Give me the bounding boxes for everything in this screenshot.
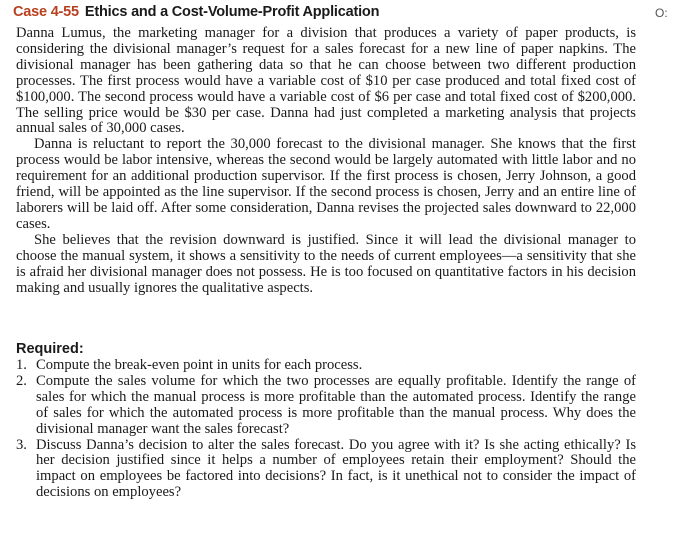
required-item (16, 438, 636, 502)
page-edge-mark: O: (655, 6, 668, 20)
required-item-text: Compute the sales volume for which the two processes are equally profitable. Identify the range of sales for which the manual process is more profitable than the automated process. Identify the range of sales for which the automated process is more profitable than the manual process. Why does the divisional manager want the sales forecast? (36, 372, 636, 437)
case-number: Case 4-55 (13, 4, 79, 20)
case-title (13, 4, 379, 20)
required-item-number: 1. (16, 357, 27, 373)
required-item-text: Compute the break-even point in units for each process. (36, 357, 363, 373)
required-heading: Required: (16, 341, 84, 357)
paragraph-reluctance: Danna is reluctant to report the 30,000 forecast to the divisional manager. She knows that the first process would be labor intensive, whereas the second would be largely automated with little labor and no requirement for an additional production supervisor. If the first process is chosen, Jerry Johnson, a good friend, will be appointed as the line supervisor. If the second process is chosen, Jerry and an entire line of laborers will be laid off. After some consideration, Danna revises the projected sales downward to 22,000 cases. (16, 136, 636, 232)
case-body (16, 26, 636, 296)
case-name: Ethics and a Cost-Volume-Profit Application (84, 4, 380, 20)
required-item-text: Discuss Danna’s decision to alter the sales forecast. Do you agree with it? Is she acting ethically? Is her decision justified since it helps a number of employees retain their employment? Should the impact on employees be factored into decisions? In fact, is it unethical not to consider the impact of decisions on employees? (36, 436, 636, 501)
required-item (16, 358, 636, 374)
required-list (16, 358, 636, 501)
required-item-number: 2. (16, 372, 27, 389)
required-item-number: 3. (16, 436, 27, 453)
required-item (16, 374, 636, 438)
paragraph-intro: Danna Lumus, the marketing manager for a division that produces a variety of paper products, is considering the divisional manager’s request for a sales forecast for a new line of paper napkins. The divisional manager has been gathering data so that he can choose between two different production processes. The first process would have a variable cost of $10 per case produced and total fixed cost of $100,000. The second process would have a variable cost of $6 per case and total fixed cost of $200,000. The selling price would be $30 per case. Danna had just completed a marketing analysis that projects annual sales of 30,000 cases. (16, 25, 636, 137)
paragraph-justification: She believes that the revision downward is justified. Since it will lead the divisional manager to choose the manual system, it shows a sensitivity to the needs of current employees—a sensitivity that she is afraid her divisional manager does not possess. He is too focused on quantitative factors in his decision making and usually ignores the qualitative aspects. (16, 231, 636, 296)
